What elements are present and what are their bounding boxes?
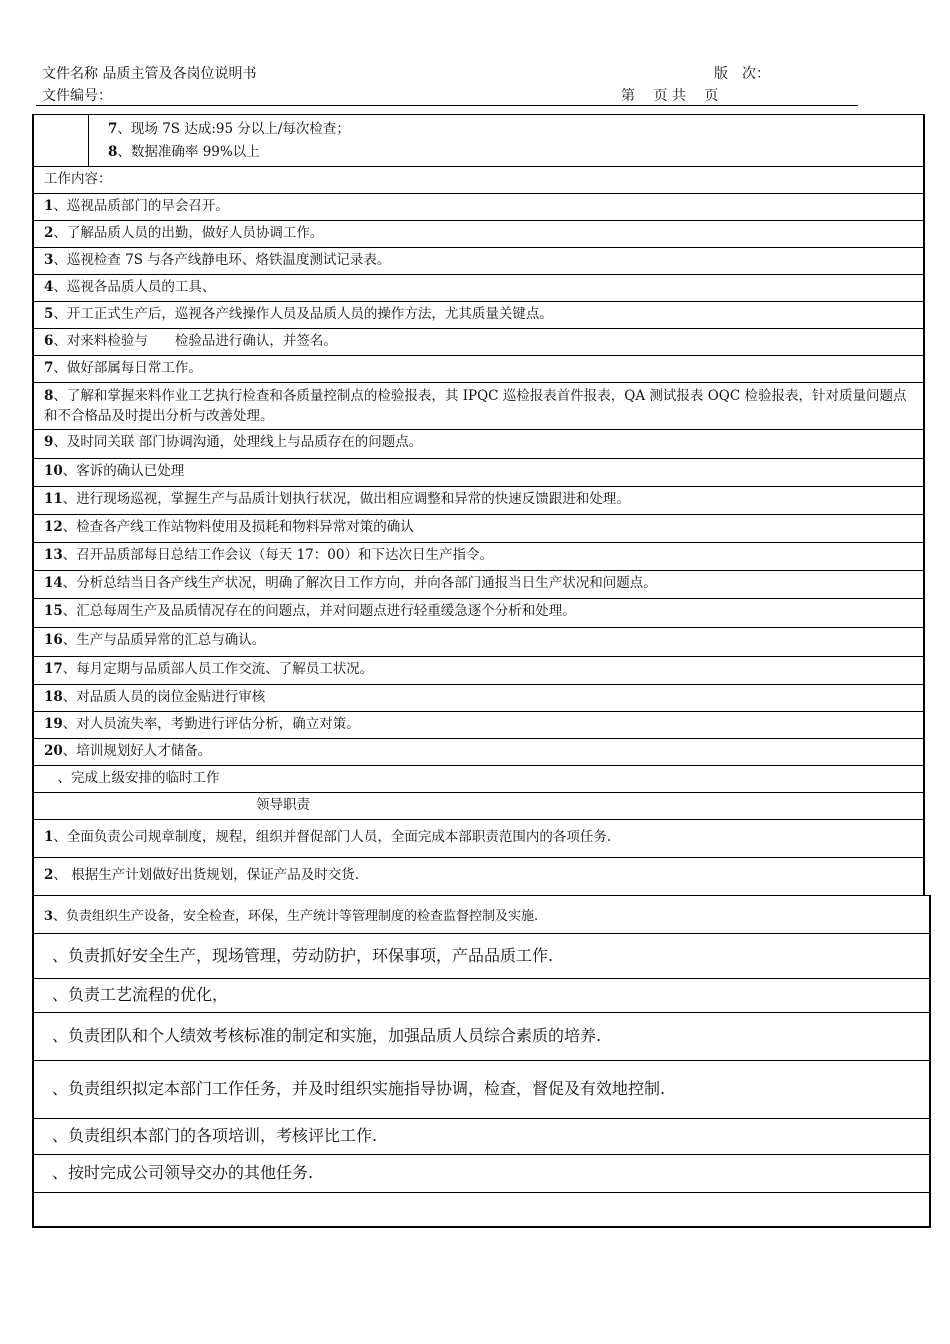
item-text: 、按时完成公司领导交办的其他任务. xyxy=(52,1163,314,1182)
work-item-row xyxy=(32,429,925,458)
work-item-row xyxy=(32,274,925,301)
work-items xyxy=(32,193,925,792)
item-text: 、每月定期与品质部人员工作交流、了解员工状况。 xyxy=(62,661,374,677)
item-text: 、巡视检查 7S 与各产线静电环、烙铁温度测试记录表。 xyxy=(53,252,391,268)
item-text: 、负责组织本部门的各项培训，考核评比工作. xyxy=(52,1126,378,1145)
empty-row xyxy=(32,1192,931,1228)
leadership-item-row xyxy=(32,1118,931,1154)
item-text: 、客诉的确认已处理 xyxy=(62,463,185,479)
leadership-item-row xyxy=(32,857,925,895)
work-item-row xyxy=(32,627,925,656)
item-number: 17 xyxy=(44,661,63,677)
item-text: 、对品质人员的岗位金贴进行审核 xyxy=(62,689,266,705)
file-no-label: 文件编号： xyxy=(42,88,112,104)
item-number: 8 xyxy=(44,388,54,404)
version-label: 版 次： xyxy=(714,66,770,82)
file-name-line xyxy=(42,65,256,83)
item-number: 15 xyxy=(44,603,63,619)
item-text: 、负责团队和个人绩效考核标准的制定和实施，加强品质人员综合素质的培养. xyxy=(52,1026,602,1045)
item-text: 、全面负责公司规章制度，规程，组织并督促部门人员，全面完成本部职责范围内的各项任务. xyxy=(53,829,612,845)
file-name: 品质主管及各岗位说明书 xyxy=(102,66,257,82)
page-label: 第 页 共 页 xyxy=(621,88,719,104)
item-text: 、 根据生产计划做好出货规划，保证产品及时交货. xyxy=(53,867,359,883)
item-number: 13 xyxy=(44,547,63,563)
kpi-block xyxy=(32,114,925,166)
work-item-row xyxy=(32,684,925,711)
leadership-item-row xyxy=(32,933,931,978)
item-number: 10 xyxy=(44,463,63,479)
item-number: 11 xyxy=(44,491,63,507)
item-text: 、开工正式生产后，巡视各产线操作人员及品质人员的操作方法，尤其质量关键点。 xyxy=(53,306,553,322)
item-number: 5 xyxy=(44,306,54,322)
leadership-title: 领导职责 xyxy=(32,792,925,819)
item-number: 4 xyxy=(44,279,54,295)
work-item-row xyxy=(32,382,925,429)
work-item-row xyxy=(32,220,925,247)
item-number: 3 xyxy=(44,909,54,924)
leadership-item-row xyxy=(32,895,931,933)
item-text: 、及时同关联 部门协调沟通，处理线上与品质存在的问题点。 xyxy=(53,434,423,450)
leadership-item-row xyxy=(32,1012,931,1060)
item-number: 9 xyxy=(44,434,54,450)
item-text: 、对来料检验与 检验品进行确认，并签名。 xyxy=(53,333,337,349)
item-text: 、巡视各品质人员的工具、 xyxy=(53,279,216,295)
item-text: 、生产与品质异常的汇总与确认。 xyxy=(62,632,266,648)
item-number: 19 xyxy=(44,716,63,732)
work-item-row xyxy=(32,514,925,542)
item-text: 、负责工艺流程的优化， xyxy=(52,985,229,1004)
work-item-row xyxy=(32,301,925,328)
work-item-row xyxy=(32,247,925,274)
item-number: 1 xyxy=(44,198,54,214)
item-number: 16 xyxy=(44,632,63,648)
file-name-label: 文件名称 xyxy=(42,66,98,82)
work-item-row xyxy=(32,486,925,514)
item-number: 14 xyxy=(44,575,63,591)
item-number: 2 xyxy=(44,867,54,883)
work-item-row xyxy=(32,570,925,598)
item-text: 、完成上级安排的临时工作 xyxy=(44,770,220,786)
item-text: 、负责抓好安全生产，现场管理，劳动防护，环保事项，产品品质工作. xyxy=(52,946,554,965)
leadership-items xyxy=(32,819,925,1228)
item-number: 2 xyxy=(44,225,54,241)
work-item-row xyxy=(32,328,925,355)
work-item-row xyxy=(32,765,925,792)
item-text: 、分析总结当日各产线生产状况，明确了解次日工作方向，并向各部门通报当日生产状况和问题点。 xyxy=(62,575,657,591)
item-number: 20 xyxy=(44,743,63,759)
item-text: 、负责组织生产设备，安全检查，环保，生产统计等管理制度的检查监督控制及实施. xyxy=(53,909,539,924)
work-item-row xyxy=(32,598,925,627)
item-text: 、汇总每周生产及品质情况存在的问题点，并对问题点进行轻重缓急逐个分析和处理。 xyxy=(62,603,576,619)
job-description-table xyxy=(32,114,925,1228)
item-number: 18 xyxy=(44,689,63,705)
leadership-item-row xyxy=(32,1154,931,1192)
work-item-row xyxy=(32,193,925,220)
work-item-row xyxy=(32,355,925,382)
kpi-item: 8、数据准确率 99%以上 xyxy=(108,144,260,160)
work-item-row xyxy=(32,458,925,486)
work-item-row xyxy=(32,738,925,765)
kpi-item: 7、现场 7S 达成:95 分以上/每次检查； xyxy=(108,121,350,137)
leadership-item-row xyxy=(32,1060,931,1118)
item-text: 、召开品质部每日总结工作会议（每天 17：00）和下达次日生产指令。 xyxy=(62,547,493,563)
kpi-divider xyxy=(88,115,89,166)
item-text: 、对人员流失率，考勤进行评估分析，确立对策。 xyxy=(62,716,360,732)
item-text: 、培训规划好人才储备。 xyxy=(62,743,212,759)
work-item-row xyxy=(32,656,925,684)
work-item-row xyxy=(32,542,925,570)
item-text: 、负责组织拟定本部门工作任务，并及时组织实施指导协调，检查，督促及有效地控制. xyxy=(52,1079,666,1098)
leadership-item-row xyxy=(32,819,925,857)
item-number: 1 xyxy=(44,829,54,845)
work-content-title: 工作内容： xyxy=(32,166,925,193)
work-item-row xyxy=(32,711,925,738)
item-number: 3 xyxy=(44,252,54,268)
item-text: 、检查各产线工作站物料使用及损耗和物料异常对策的确认 xyxy=(62,519,414,535)
item-number: 6 xyxy=(44,333,54,349)
item-number: 12 xyxy=(44,519,63,535)
header-rule xyxy=(36,105,858,106)
item-text: 、做好部属每日常工作。 xyxy=(53,360,202,376)
leadership-item-row xyxy=(32,978,931,1012)
item-text: 、了解和掌握来料作业工艺执行检查和各质量控制点的检验报表，其 IPQC 巡检报表首件报表，QA 测试报表 OQC 检验报表，针对质量问题点和不合格品及时提出分析与改善处理。 xyxy=(44,388,907,424)
item-text: 、了解品质人员的出勤，做好人员协调工作。 xyxy=(53,225,324,241)
item-text: 、进行现场巡视，掌握生产与品质计划执行状况，做出相应调整和异常的快速反馈跟进和处理。 xyxy=(62,491,630,507)
item-number: 7 xyxy=(44,360,54,376)
item-text: 、巡视品质部门的早会召开。 xyxy=(53,198,229,214)
